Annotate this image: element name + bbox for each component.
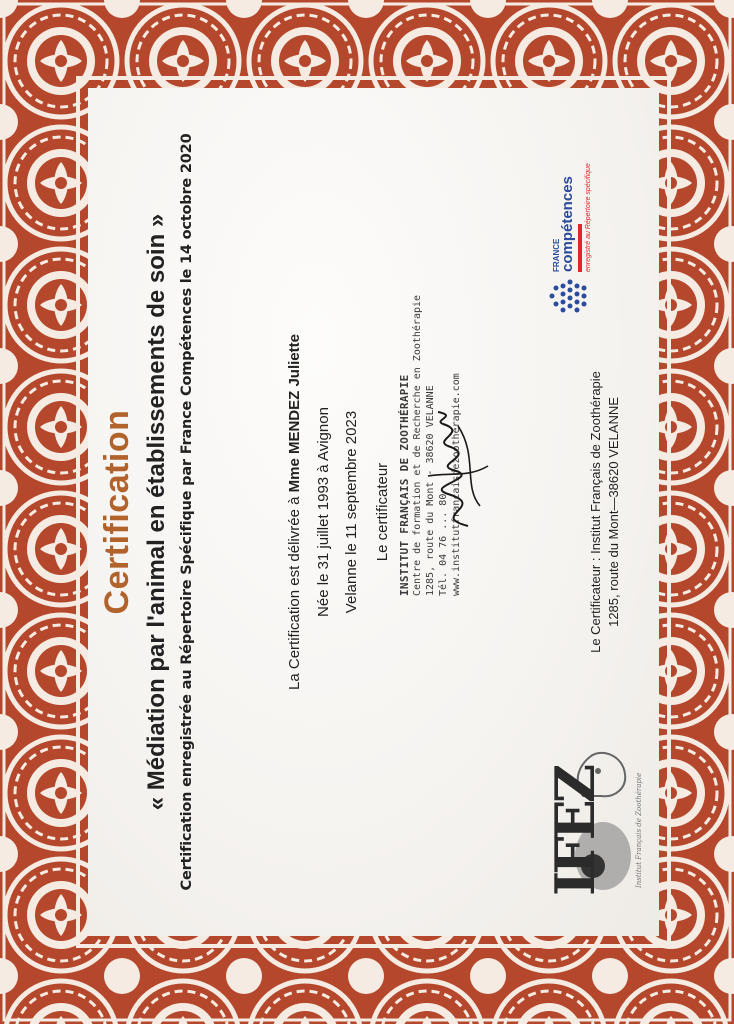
fc-logo-small-text: FRANCE <box>552 238 561 272</box>
certifier-label: Le certificateur <box>374 462 391 562</box>
ifez-logo-letters: IFEZ <box>543 767 607 896</box>
birth-info: Née le 31 juillet 1993 à Avignon <box>315 407 332 617</box>
france-competences-logo <box>548 86 628 316</box>
stamp-name: INSTITUT FRANÇAIS DE ZOOTHÉRAPIE <box>398 374 411 596</box>
fc-logo-bar <box>578 224 582 272</box>
recipient-name: Mme MENDEZ Juliette <box>286 334 303 493</box>
place-and-date: Velanne le 11 septembre 2023 <box>343 410 360 614</box>
delivery-prefix: La Certification est délivrée à <box>286 492 303 690</box>
delivery-statement <box>286 88 303 936</box>
stamp-line: 1285, route du Mont - 38620 VELANNE <box>425 385 436 596</box>
registration-statement: Certification enregistrée au Répertoire Spécifique par France Compétences le 14 octobre 2020 <box>179 133 195 891</box>
handwritten-signature <box>408 406 498 536</box>
certificate-content <box>88 88 659 936</box>
france-competences-dots-icon <box>548 276 588 316</box>
certificate-title: Certification <box>98 409 136 615</box>
fc-logo-big-text: compétences <box>559 176 576 272</box>
footer-address: 1285, route du Mont—38620 VELANNE <box>606 397 621 627</box>
certificate-subtitle: « Médiation par l'animal en établissements de soin » <box>143 213 170 811</box>
stamp-line: Centre de formation et de Recherche en Zoothérapie <box>412 294 423 596</box>
ifez-tagline: Institut Français de Zoothérapie <box>635 772 643 888</box>
fc-logo-tagline: enregistré au Répertoire spécifique <box>585 163 592 272</box>
stamp-line: www.institutfrancaisdezootherapie.com <box>451 373 462 596</box>
footer-certifier: Le Certificateur : Institut Français de Zoothérapie <box>588 371 603 653</box>
stamp-line: Tél. 04 76 ... 80 <box>438 493 449 596</box>
ifez-logo <box>543 736 653 906</box>
